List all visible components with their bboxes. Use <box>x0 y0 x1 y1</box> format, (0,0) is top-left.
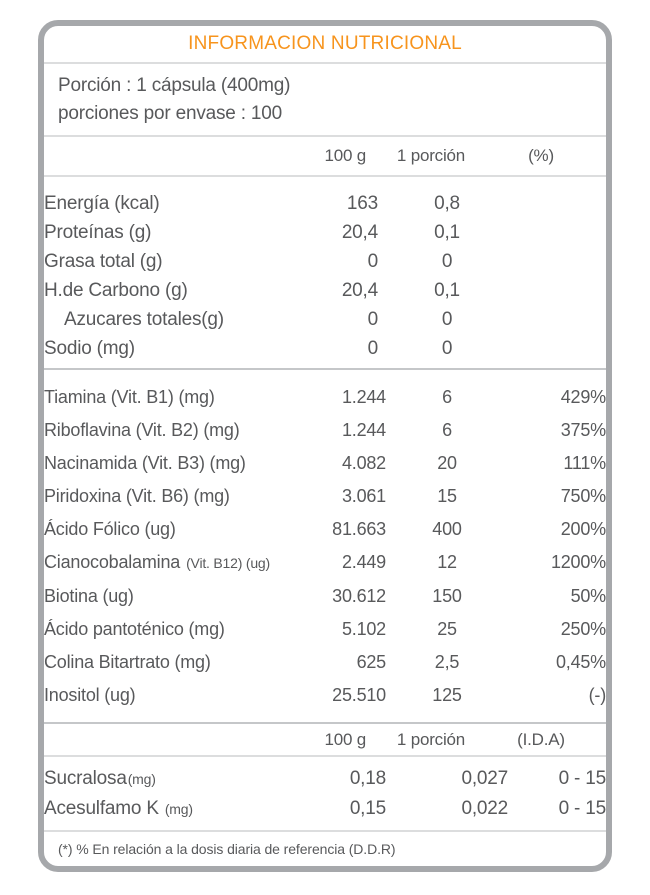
value-per-serving: 400 <box>432 519 462 539</box>
value-per-100g: 163 <box>346 193 378 214</box>
nutrient-row <box>44 646 606 679</box>
value-per-100g: 5.102 <box>341 619 386 639</box>
nutrient-label: Colina Bitartrato (mg) <box>44 652 211 672</box>
nutrient-row <box>44 305 606 334</box>
nutrient-label: Sodio (mg) <box>44 338 135 359</box>
serving-size-line: Porción : 1 cápsula (400mg) <box>58 75 291 96</box>
header-1porcion: 1 porción <box>396 146 466 165</box>
nutrient-label: Piridoxina (Vit. B6) (mg) <box>44 486 230 506</box>
value-percent: 0 - 15 <box>558 768 606 789</box>
value-per-serving: 25 <box>437 619 457 639</box>
value-per-100g: 625 <box>356 652 386 672</box>
nutrient-row <box>44 218 606 247</box>
value-per-serving: 0,022 <box>461 798 508 819</box>
nutrient-row <box>44 276 606 305</box>
nutrient-row <box>44 414 606 447</box>
header-percent: (%) <box>528 146 554 165</box>
value-per-serving: 6 <box>442 387 452 407</box>
value-per-serving: 12 <box>437 552 457 572</box>
nutrient-row <box>44 679 606 712</box>
header-1porcion-2: 1 porción <box>396 729 466 749</box>
value-per-serving: 0,1 <box>434 222 460 243</box>
nutrient-label: Biotina (ug) <box>44 586 134 606</box>
value-per-serving: 0,1 <box>434 280 460 301</box>
value-per-100g: 30.612 <box>332 586 386 606</box>
value-per-100g: 20,4 <box>341 280 378 301</box>
value-percent <box>508 189 606 218</box>
nutrient-label: Proteínas (g) <box>44 222 152 243</box>
value-percent: 1200% <box>550 552 606 572</box>
nutrient-row <box>44 794 606 824</box>
value-percent: 750% <box>560 486 606 506</box>
value-percent: 0,45% <box>555 652 606 672</box>
macronutrient-rows <box>44 175 606 368</box>
value-per-serving: 0,8 <box>434 193 460 214</box>
value-per-serving: 125 <box>432 685 462 705</box>
value-per-100g: 0,15 <box>349 798 386 819</box>
value-per-serving: 6 <box>442 420 452 440</box>
value-percent: 375% <box>560 420 606 440</box>
value-percent: 429% <box>560 387 606 407</box>
vitamin-rows <box>44 368 606 722</box>
header-100g-2: 100 g <box>324 729 366 749</box>
nutrient-label: Ácido pantoténico (mg) <box>44 619 225 639</box>
nutrient-label: Sucralosa(mg) <box>44 768 156 789</box>
footnote: (*) % En relación a la dosis diaria de referencia (D.D.R) <box>44 830 606 866</box>
value-per-serving: 20 <box>437 453 457 473</box>
nutrient-label: Acesulfamo K (mg) <box>44 798 193 819</box>
nutrient-row <box>44 334 606 363</box>
value-percent <box>508 305 606 334</box>
nutrient-label: H.de Carbono (g) <box>44 280 188 301</box>
value-per-100g: 25.510 <box>332 685 386 705</box>
value-per-100g: 0 <box>367 251 378 272</box>
nutrient-row <box>44 513 606 546</box>
value-per-100g: 3.061 <box>341 486 386 506</box>
nutrient-row <box>44 613 606 646</box>
nutrient-row <box>44 447 606 480</box>
nutrient-label: Inositol (ug) <box>44 685 136 705</box>
value-percent: 0 - 15 <box>558 798 606 819</box>
value-per-100g: 0 <box>367 309 378 330</box>
serving-info <box>44 62 606 135</box>
nutrient-label: Grasa total (g) <box>44 251 163 272</box>
nutrient-row <box>44 546 606 580</box>
value-percent: 250% <box>560 619 606 639</box>
main-table-header <box>44 135 606 175</box>
value-percent: 200% <box>560 519 606 539</box>
nutrition-facts-panel <box>38 20 612 872</box>
header-100g: 100 g <box>324 146 366 165</box>
nutrient-label: Riboflavina (Vit. B2) (mg) <box>44 420 240 440</box>
value-per-100g: 1.244 <box>341 387 386 407</box>
nutrient-row <box>44 480 606 513</box>
value-per-serving: 0 <box>441 309 453 330</box>
panel-title: INFORMACION NUTRICIONAL <box>188 33 462 54</box>
nutrient-label: Ácido Fólico (ug) <box>44 519 176 539</box>
value-per-serving: 0,027 <box>461 768 508 789</box>
sweetener-table-header <box>44 722 606 755</box>
value-percent <box>508 247 606 276</box>
value-per-100g: 81.663 <box>332 519 386 539</box>
value-per-100g: 4.082 <box>341 453 386 473</box>
nutrient-label: Tiamina (Vit. B1) (mg) <box>44 387 215 407</box>
value-per-100g: 2.449 <box>341 552 386 572</box>
value-per-100g: 0,18 <box>349 768 386 789</box>
value-per-100g: 20,4 <box>341 222 378 243</box>
servings-per-container-line: porciones por envase : 100 <box>58 103 283 124</box>
value-per-serving: 15 <box>437 486 457 506</box>
nutrient-label: Energía (kcal) <box>44 193 160 214</box>
nutrient-row <box>44 580 606 613</box>
panel-header <box>44 26 606 62</box>
nutrient-label: Nacinamida (Vit. B3) (mg) <box>44 453 246 473</box>
value-per-100g: 0 <box>367 338 378 359</box>
value-per-serving: 2,5 <box>434 652 460 672</box>
value-percent <box>508 334 606 363</box>
value-percent: 111% <box>563 453 606 473</box>
value-per-serving: 150 <box>432 586 462 606</box>
value-percent <box>508 276 606 305</box>
value-percent: 50% <box>570 586 606 606</box>
nutrient-label: Cianocobalamina (Vit. B12) (ug) <box>44 552 270 572</box>
nutrient-row <box>44 189 606 218</box>
value-per-100g: 1.244 <box>341 420 386 440</box>
nutrient-row <box>44 247 606 276</box>
nutrient-row <box>44 381 606 414</box>
value-per-serving: 0 <box>441 251 453 272</box>
nutrient-label: Azucares totales(g) <box>64 309 224 330</box>
value-percent: (-) <box>588 685 606 705</box>
value-percent <box>508 218 606 247</box>
sweetener-rows <box>44 755 606 830</box>
value-per-serving: 0 <box>441 338 453 359</box>
header-ida: (I.D.A) <box>517 729 565 749</box>
nutrient-row <box>44 764 606 794</box>
